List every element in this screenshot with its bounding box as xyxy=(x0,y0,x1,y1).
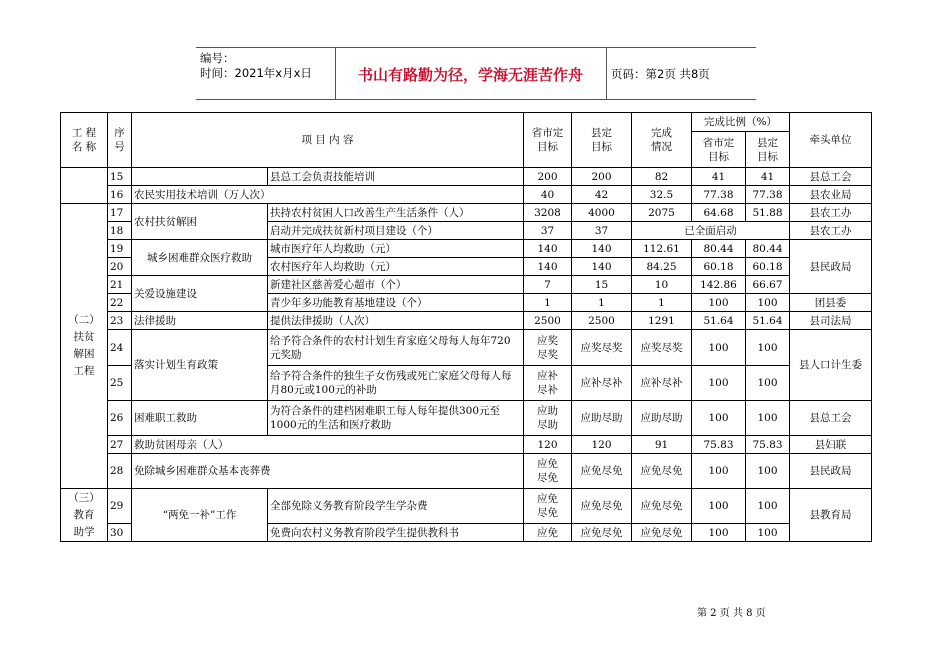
number-label: 编号： xyxy=(200,51,235,65)
table-row xyxy=(61,401,872,436)
table-row xyxy=(61,168,872,186)
content-cell: 青少年多功能教育基地建设（个） xyxy=(268,294,524,312)
county-target-cell: 2500 xyxy=(572,312,632,330)
content-cell: 城市医疗年人均救助（元） xyxy=(268,240,524,258)
header-ratio: 完成比例（%） xyxy=(692,113,790,132)
city-target-cell: 120 xyxy=(524,436,572,454)
seq-cell: 15 xyxy=(108,168,132,186)
table-row xyxy=(61,489,872,524)
seq-cell: 19 xyxy=(108,240,132,258)
done-cell: 应免尽免 xyxy=(632,454,692,489)
seq-cell: 22 xyxy=(108,294,132,312)
lead-cell: 县农业局 xyxy=(790,186,872,204)
page-footer: 第 2 页 共 8 页 xyxy=(697,608,766,619)
table-row xyxy=(61,240,872,258)
ratio-city-cell: 142.86 xyxy=(692,276,746,294)
content-cell: 扶持农村贫困人口改善生产生活条件（人） xyxy=(268,204,524,222)
project-cell: 免除城乡困难群众基本丧葬费 xyxy=(132,454,524,489)
city-target-cell: 应免 尽免 xyxy=(524,489,572,524)
header-county-target: 县定 目标 xyxy=(572,113,632,168)
county-target-cell: 1 xyxy=(572,294,632,312)
city-target-cell: 应免 尽免 xyxy=(524,454,572,489)
lead-cell: 县教育局 xyxy=(790,489,872,542)
project-cell: 农民实用技术培训（万人次） xyxy=(132,186,524,204)
seq-cell: 30 xyxy=(108,524,132,542)
lead-cell: 县总工会 xyxy=(790,168,872,186)
seq-cell: 21 xyxy=(108,276,132,294)
ratio-city-cell: 100 xyxy=(692,401,746,436)
category-cell: （二） 扶贫 解困 工程 xyxy=(61,204,108,489)
table-row xyxy=(61,312,872,330)
header-category: 工 程 名 称 xyxy=(61,113,108,168)
table-row xyxy=(61,186,872,204)
done-cell: 已全面启动 xyxy=(632,222,790,240)
document-header xyxy=(196,47,756,100)
time-label: 时间：2021年x月x日 xyxy=(200,66,312,80)
county-target-cell: 15 xyxy=(572,276,632,294)
done-cell: 84.25 xyxy=(632,258,692,276)
city-target-cell: 应助 尽助 xyxy=(524,401,572,436)
lead-cell: 县民政局 xyxy=(790,240,872,294)
county-target-cell: 应奖尽奖 xyxy=(572,330,632,366)
project-cell: 法律援助 xyxy=(132,312,268,330)
ratio-county-cell: 80.44 xyxy=(746,240,790,258)
city-target-cell: 140 xyxy=(524,240,572,258)
content-cell: 农村医疗年人均救助（元） xyxy=(268,258,524,276)
seq-cell: 26 xyxy=(108,401,132,436)
lead-cell: 县总工会 xyxy=(790,401,872,436)
content-cell: 为符合条件的建档困难职工每人每年提供300元至1000元的生活和医疗救助 xyxy=(268,401,524,436)
header-page-label: 页码：第2页 共8页 xyxy=(611,67,710,81)
ratio-county-cell: 100 xyxy=(746,454,790,489)
lead-cell: 县妇联 xyxy=(790,436,872,454)
county-target-cell: 应补尽补 xyxy=(572,366,632,401)
city-target-cell: 40 xyxy=(524,186,572,204)
ratio-county-cell: 75.83 xyxy=(746,436,790,454)
project-cell: 落实计划生育政策 xyxy=(132,330,268,401)
project-cell: 关爱设施建设 xyxy=(132,276,268,312)
done-cell: 应免尽免 xyxy=(632,524,692,542)
content-cell: 新建社区慈善爱心超市（个） xyxy=(268,276,524,294)
county-target-cell: 120 xyxy=(572,436,632,454)
done-cell: 112.61 xyxy=(632,240,692,258)
header-item: 项 目 内 容 xyxy=(132,113,524,168)
ratio-county-cell: 100 xyxy=(746,366,790,401)
ratio-county-cell: 51.64 xyxy=(746,312,790,330)
seq-cell: 29 xyxy=(108,489,132,524)
ratio-city-cell: 75.83 xyxy=(692,436,746,454)
county-target-cell: 应免尽免 xyxy=(572,524,632,542)
content-cell: 全部免除义务教育阶段学生学杂费 xyxy=(268,489,524,524)
city-target-cell: 应奖 尽奖 xyxy=(524,330,572,366)
county-target-cell: 140 xyxy=(572,240,632,258)
county-target-cell: 200 xyxy=(572,168,632,186)
table-row xyxy=(61,276,872,294)
city-target-cell: 7 xyxy=(524,276,572,294)
table-row xyxy=(61,436,872,454)
header-divider xyxy=(606,48,607,99)
content-cell: 县总工会负责技能培训 xyxy=(268,168,524,186)
project-cell xyxy=(132,168,268,186)
done-cell: 10 xyxy=(632,276,692,294)
done-cell: 32.5 xyxy=(632,186,692,204)
seq-cell: 28 xyxy=(108,454,132,489)
seq-cell: 25 xyxy=(108,366,132,401)
seq-cell: 27 xyxy=(108,436,132,454)
project-cell: “两免一补”工作 xyxy=(132,489,268,542)
ratio-city-cell: 60.18 xyxy=(692,258,746,276)
lead-cell: 县司法局 xyxy=(790,312,872,330)
ratio-city-cell: 100 xyxy=(692,524,746,542)
ratio-county-cell: 100 xyxy=(746,489,790,524)
seq-cell: 23 xyxy=(108,312,132,330)
table-row xyxy=(61,204,872,222)
content-cell: 提供法律援助（人次） xyxy=(268,312,524,330)
ratio-city-cell: 64.68 xyxy=(692,204,746,222)
done-cell: 应免尽免 xyxy=(632,489,692,524)
content-cell: 给予符合条件的独生子女伤残或死亡家庭父母每人每月80元或100元的补助 xyxy=(268,366,524,401)
city-target-cell: 2500 xyxy=(524,312,572,330)
ratio-city-cell: 80.44 xyxy=(692,240,746,258)
table-row xyxy=(61,330,872,366)
ratio-city-cell: 100 xyxy=(692,330,746,366)
ratio-city-cell: 100 xyxy=(692,454,746,489)
seq-cell: 17 xyxy=(108,204,132,222)
project-table xyxy=(60,112,872,542)
ratio-city-cell: 41 xyxy=(692,168,746,186)
done-cell: 1291 xyxy=(632,312,692,330)
header-meta xyxy=(200,51,312,81)
county-target-cell: 应免尽免 xyxy=(572,489,632,524)
project-cell: 救助贫困母亲（人） xyxy=(132,436,524,454)
table-header-row xyxy=(61,113,872,132)
ratio-city-cell: 100 xyxy=(692,489,746,524)
content-cell: 给予符合条件的农村计划生育家庭父母每人每年720元奖励 xyxy=(268,330,524,366)
ratio-county-cell: 41 xyxy=(746,168,790,186)
lead-cell: 县人口计生委 xyxy=(790,330,872,401)
city-target-cell: 应免 xyxy=(524,524,572,542)
county-target-cell: 4000 xyxy=(572,204,632,222)
city-target-cell: 200 xyxy=(524,168,572,186)
ratio-city-cell: 100 xyxy=(692,366,746,401)
lead-cell: 团县委 xyxy=(790,294,872,312)
seq-cell: 16 xyxy=(108,186,132,204)
ratio-city-cell: 100 xyxy=(692,294,746,312)
city-target-cell: 应补 尽补 xyxy=(524,366,572,401)
done-cell: 2075 xyxy=(632,204,692,222)
seq-cell: 24 xyxy=(108,330,132,366)
header-city-target: 省市定 目标 xyxy=(524,113,572,168)
content-cell: 免费向农村义务教育阶段学生提供教科书 xyxy=(268,524,524,542)
county-target-cell: 140 xyxy=(572,258,632,276)
done-cell: 应奖尽奖 xyxy=(632,330,692,366)
ratio-county-cell: 100 xyxy=(746,294,790,312)
header-lead: 牵头单位 xyxy=(790,113,872,168)
done-cell: 91 xyxy=(632,436,692,454)
lead-cell: 县农工办 xyxy=(790,204,872,222)
category-cell: （三） 教育 助学 xyxy=(61,489,108,542)
lead-cell: 县农工办 xyxy=(790,222,872,240)
ratio-county-cell: 100 xyxy=(746,330,790,366)
done-cell: 应补尽补 xyxy=(632,366,692,401)
content-cell: 启动并完成扶贫新村项目建设（个） xyxy=(268,222,524,240)
ratio-city-cell: 77.38 xyxy=(692,186,746,204)
header-ratio-county: 县定 目标 xyxy=(746,132,790,168)
city-target-cell: 140 xyxy=(524,258,572,276)
ratio-county-cell: 100 xyxy=(746,524,790,542)
ratio-county-cell: 51.88 xyxy=(746,204,790,222)
ratio-city-cell: 51.64 xyxy=(692,312,746,330)
table-row xyxy=(61,454,872,489)
done-cell: 应助尽助 xyxy=(632,401,692,436)
ratio-county-cell: 60.18 xyxy=(746,258,790,276)
county-target-cell: 37 xyxy=(572,222,632,240)
project-cell: 困难职工救助 xyxy=(132,401,268,436)
project-cell: 农村扶贫解困 xyxy=(132,204,268,240)
done-cell: 1 xyxy=(632,294,692,312)
city-target-cell: 1 xyxy=(524,294,572,312)
seq-cell: 20 xyxy=(108,258,132,276)
lead-cell: 县民政局 xyxy=(790,454,872,489)
header-motto: 书山有路勤为径，学海无涯苦作舟 xyxy=(357,66,583,84)
county-target-cell: 42 xyxy=(572,186,632,204)
project-cell: 城乡困难群众医疗救助 xyxy=(132,240,268,276)
header-done: 完成 情况 xyxy=(632,113,692,168)
category-cell xyxy=(61,168,108,204)
header-seq: 序号 xyxy=(108,113,132,168)
ratio-county-cell: 77.38 xyxy=(746,186,790,204)
city-target-cell: 3208 xyxy=(524,204,572,222)
ratio-county-cell: 66.67 xyxy=(746,276,790,294)
header-ratio-city: 省市定 目标 xyxy=(692,132,746,168)
county-target-cell: 应助尽助 xyxy=(572,401,632,436)
done-cell: 82 xyxy=(632,168,692,186)
city-target-cell: 37 xyxy=(524,222,572,240)
seq-cell: 18 xyxy=(108,222,132,240)
ratio-county-cell: 100 xyxy=(746,401,790,436)
county-target-cell: 应免尽免 xyxy=(572,454,632,489)
